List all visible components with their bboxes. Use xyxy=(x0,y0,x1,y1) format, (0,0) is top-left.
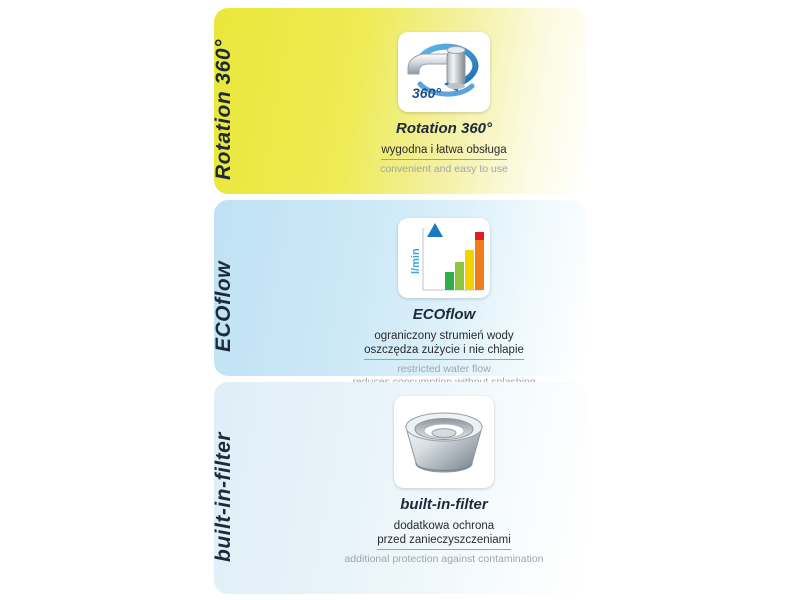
desc-line: oszczędza zużycie i nie chlapie xyxy=(364,344,524,356)
feature-desc-en-filter xyxy=(344,553,543,566)
feature-panel-filter xyxy=(214,382,586,594)
rotation-badge-text: 360° xyxy=(412,85,441,101)
feature-desc-en-rotation xyxy=(380,163,508,176)
feature-desc-pl-filter xyxy=(377,519,511,550)
side-label-text: ECOflow xyxy=(212,261,235,352)
panel-content-ecoflow xyxy=(302,200,586,376)
faucet-rotation-icon xyxy=(400,34,488,110)
icon-card-rotation xyxy=(398,32,490,112)
feature-panel-rotation xyxy=(214,8,586,194)
desc-line: convenient and easy to use xyxy=(380,163,508,175)
feature-desc-pl-ecoflow xyxy=(364,329,524,360)
desc-line: additional protection against contamination xyxy=(344,553,544,565)
flow-bars-icon xyxy=(401,218,487,298)
side-label-text: built-in-filter xyxy=(212,432,235,562)
feature-desc-pl-rotation xyxy=(381,143,506,160)
feature-title-filter: built-in-filter xyxy=(400,496,488,513)
feature-panel-ecoflow xyxy=(214,200,586,376)
panel-content-rotation xyxy=(302,8,586,194)
side-label-text: Rotation 360° xyxy=(212,39,235,180)
icon-card-ecoflow xyxy=(398,218,490,298)
lmin-label: l/min xyxy=(410,248,422,274)
desc-line: ograniczony strumień wody xyxy=(374,330,514,342)
desc-line: restricted water flow xyxy=(397,363,491,375)
desc-line: dodatkowa ochrona xyxy=(393,520,495,532)
desc-line: wygodna i łatwa obsługa xyxy=(381,144,507,156)
panel-content-filter xyxy=(302,382,586,594)
filter-ring-icon xyxy=(398,401,490,483)
icon-card-filter xyxy=(394,396,494,488)
feature-title-rotation: Rotation 360° xyxy=(395,120,492,137)
desc-line: przed zanieczyszczeniami xyxy=(377,534,511,546)
feature-title-ecoflow: ECOflow xyxy=(412,306,476,323)
